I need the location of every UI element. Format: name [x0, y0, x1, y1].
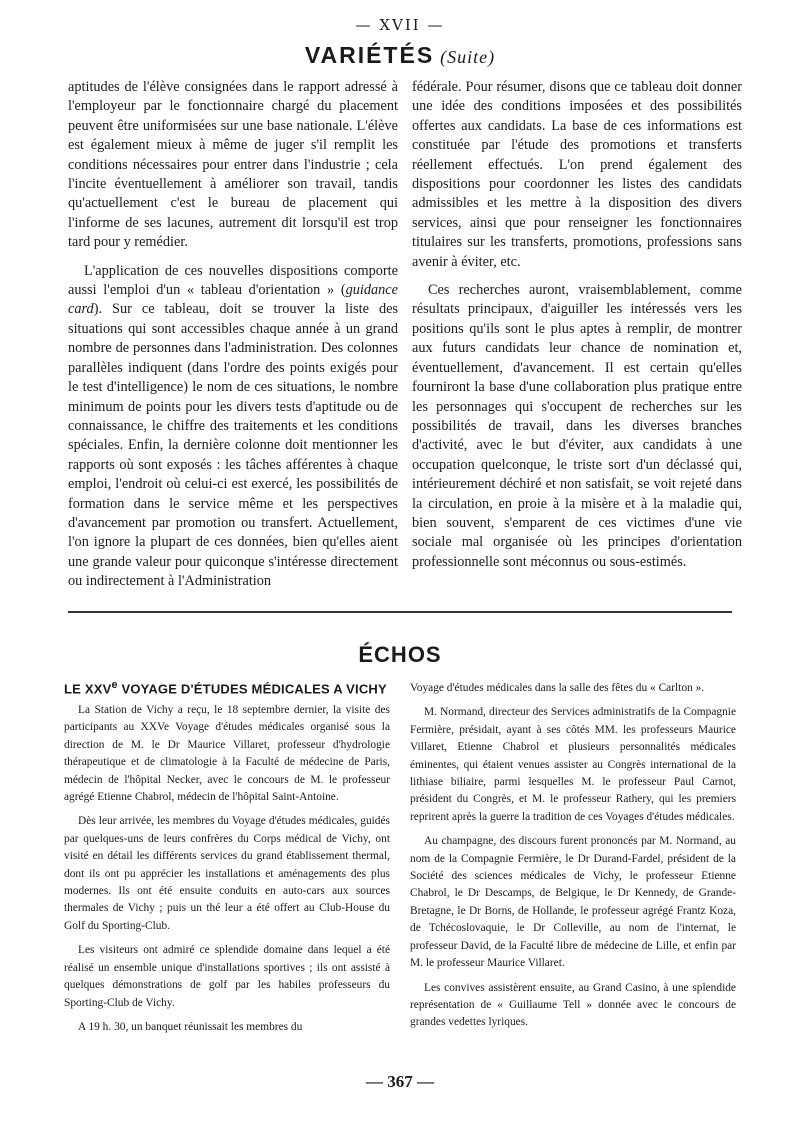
echos-right-paragraph-3: Au champagne, des discours furent prononcés par M. Normand, au nom de la Compagnie Fermière, le Dr Durand-Fardel, président de la Société des sciences médicales de Vichy, le professeur Etienne Chabrol, le Dr Descamps, de Belgique, le Dr Kennedy, de Grande-Bretagne, le Dr Borns, de Hollande, le professeur agrégé Frantz Koza, de Tchécoslovaquie, le Dr Colleville, au nom de l'internat, le professeur David, de la Faculté libre de médecine de Lille, et enfin par M. le professeur Maurice Villaret. — [410, 835, 736, 970]
article-title-part: LE XXV — [64, 681, 112, 697]
echos-title: ÉCHOS — [358, 642, 442, 667]
varietes-left-column — [68, 78, 398, 592]
echos-left-paragraph-4: A 19 h. 30, un banquet réunissait les membres du — [78, 1020, 303, 1033]
varietes-left-paragraph-1: aptitudes de l'élève consignées dans le rapport adressé à l'employeur par le fonctionnaire chargé du placement peuvent être uniformisées sur une base nationale. L'élève est également mieux à même de juger s'il remplit les conditions nécessaires pour entrer dans l'industrie ; cela l'incite éventuellement à améliorer son travail, tandis qu'actuellement c'est le bureau de placement qui l'informe de ses lacunes, autrement dit lorsqu'il est trop tard pour y remédier. — [68, 79, 398, 251]
varietes-right-paragraph-1: fédérale. Pour résumer, disons que ce tableau doit donner une idée des conditions imposées et des possibilités offertes aux candidats. La base de ces informations est constituée par l'étude des promotions et transferts réellement effectués. L'on prend également des dispositions pour coordonner les listes des candidats admissibles et les mettre à la disposition des divers services, ainsi que pour renseigner les fonctionnaires titulaires sur les transferts, promotions, professions sans avenir à éviter, etc. — [412, 79, 742, 270]
roman-page-number: — XVII — — [355, 16, 445, 34]
echos-left-paragraph-2: Dès leur arrivée, les membres du Voyage d'études médicales, guidés par quelques-uns de leurs confrères du Corps médical de Vichy, ont visité en détail les différents services du grand établissement thermal, dont ils ont pu apprécier les installations et aménagements des plus modernes. Ils ont été ensuite conduits en auto-cars aux sources thermales de Vichy ; puis un thé leur a été offert au Club-House du Golf du Sporting-Club. — [64, 815, 390, 932]
section-title-text: VARIÉTÉS — [304, 42, 435, 68]
echos-right-paragraph-4: Les convives assistèrent ensuite, au Grand Casino, à une splendide représentation de « Guillaume Tell » donnée avec le concours de grandes vedettes lyriques. — [410, 981, 736, 1029]
varietes-right-column — [412, 78, 742, 572]
echos-left-column — [64, 702, 390, 1036]
section-divider — [68, 611, 732, 613]
emphasis-text: guidance card — [68, 282, 398, 318]
section-title-suffix: (Suite) — [440, 47, 496, 67]
echos-right-column — [410, 680, 736, 1032]
paragraph-text: ). Sur ce tableau, doit se trouver la liste des situations qui sont accessibles chaque année à un grand nombre de personnes dans l'administration. Des colonnes parallèles indiquent (dans l'ordre des points exigés pour le test d'intelligence) le nom de ces situations, le nombre minimum de points pour les divers tests d'aptitude ou de connaissance, le chiffre des traitements et les conditions spéciales. Enfin, la dernière colonne doit mentionner les rapports où sont exposés : les tâches afférentes à chaque emploi, l'endroit où celui-ci est exercé, les possibilités de formation dans le service même et les perspectives d'avancement par promotion ou transfert. Actuellement, l'on ignore la plupart de ces données, bien qu'elles aient une grande valeur pour quiconque s'intéresse directement ou indirectement à l'Administration — [68, 301, 398, 590]
page-number: — 367 — — [366, 1072, 434, 1091]
article-title-superscript: e — [111, 679, 118, 691]
echos-left-paragraph-1: La Station de Vichy a reçu, le 18 septembre dernier, la visite des participants au XXVe Voyage d'études médicales organisé sous la direction de M. le Dr Maurice Villaret, professeur d'hydrologie thérapeutique et de climatologie à la Faculté de médecine de Paris, médecin de l'hôpital Necker, avec le concours de M. le professeur agrégé Etienne Chabrol, médecin de l'hôpital Saint-Antoine. — [64, 704, 390, 804]
article-title — [64, 679, 394, 696]
paragraph-text: L'application de ces nouvelles dispositions comporte aussi l'emploi d'un « tableau d'orientation » ( — [68, 262, 398, 299]
article-title-part: VOYAGE D'ÉTUDES MÉDICALES A VICHY — [117, 681, 387, 697]
echos-right-paragraph-1: Voyage d'études médicales dans la salle des fêtes du « Carlton ». — [410, 682, 705, 694]
echos-right-paragraph-2: M. Normand, directeur des Services administratifs de la Compagnie Fermière, présidait, ayant à ses côtés MM. les professeurs Maurice Villaret, Etienne Chabrol et plusieurs personnalités médicales éminentes, qui étaient venues assister au Congrès international de la lithiase biliaire, parmi lesquelles M. le professeur Paul Carnot, président du Congrès, et M. le professeur Rathery, qui les premiers reprirent après la guerre la tradition de ces Voyages d'études médicales. — [410, 706, 736, 823]
echos-left-paragraph-3: Les visiteurs ont admiré ce splendide domaine dans lequel a été réalisé un ensemble unique d'installations sportives ; ils ont assisté à quelques démonstrations de golf par les habiles professeurs du Sporting-Club de Vichy. — [64, 944, 390, 1009]
varietes-left-paragraph-2 — [68, 262, 398, 592]
section-title — [0, 42, 800, 69]
varietes-right-paragraph-2: Ces recherches auront, vraisemblablement, comme résultats principaux, d'aiguiller les intéressés vers les positions qu'ils sont le plus aptes à remplir, de montrer aux futurs candidats leur chance de nomination et, éventuellement, d'avancement. Il est certain qu'elles fourniront la base d'une collaboration plus pratique entre les personnages qui s'occupent de recherches sur les possibilités de travail, dans les diverses branches d'activité, avec le but d'éviter, aux candidats à une occupation quelconque, le triste sort d'un déclassé qui, intérieurement déchiré et non satisfait, se voit rejeté dans la circulation, en proie à la misère et à la maladie qui, bien souvent, s'emparent de ces victimes d'une vie sociale mal organisée où les principes d'orientation professionnelle sont méconnus ou sous-estimés. — [412, 282, 742, 570]
